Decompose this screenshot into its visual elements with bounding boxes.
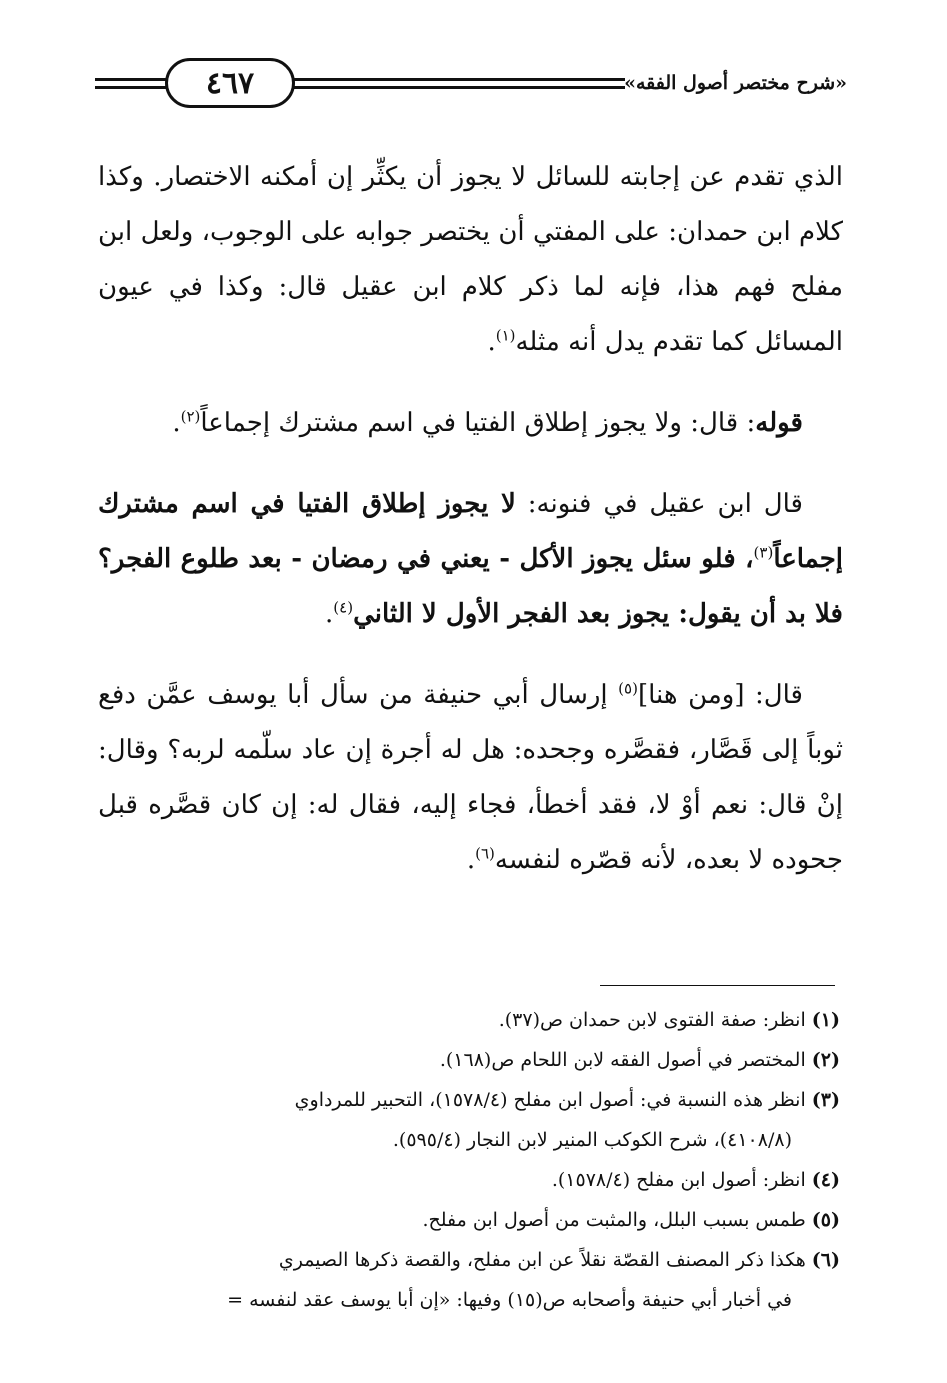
footnote-number: (١): [811, 1009, 840, 1031]
punctuation: .: [466, 845, 476, 875]
page-header: [95, 58, 847, 118]
footnote-3: [80, 1080, 840, 1120]
footnote-1: [80, 1000, 840, 1040]
header-rule-left-bottom: [95, 86, 167, 89]
book-title: «شرح مختصر أصول الفقه»: [624, 72, 847, 94]
header-rule-mid-top: [293, 78, 625, 81]
footnote-6: [80, 1240, 840, 1280]
footnote-ref[interactable]: (٥): [618, 679, 638, 698]
footnote-5: [80, 1200, 840, 1240]
footnote-number: (٢): [811, 1049, 840, 1071]
paragraph-1: [98, 150, 843, 370]
footnote-number: (٣): [811, 1089, 840, 1111]
paragraph-2: [98, 396, 843, 451]
paragraph-text: قال: [ومن هنا]: [637, 680, 803, 710]
header-rule-mid-bottom: [293, 86, 625, 89]
footnote-6-continuation: في أخبار أبي حنيفة وأصحابه ص(١٥) وفيها: «إن أبا يوسف عقد لنفسه =: [227, 1289, 792, 1311]
bold-quote: لا يجوز إطلاق الفتيا في اسم مشترك إجماعاً: [98, 489, 843, 574]
bold-quote: ، فلو سئل يجوز الأكل - يعني في رمضان - بعد طلوع الفجر؟ فلا بد أن يقول: يجوز بعد الفجر الأول لا الثاني: [98, 544, 843, 629]
footnote-2: [80, 1040, 840, 1080]
footnote-text: هكذا ذكر المصنف القصّة نقلاً عن ابن مفلح، والقصة ذكرها الصيمري: [278, 1249, 812, 1271]
footnote-ref[interactable]: (١): [495, 326, 516, 345]
footnote-ref[interactable]: (٤): [333, 598, 354, 617]
paragraph-4: [98, 668, 843, 888]
paragraph-text: إرسال أبي حنيفة من سأل أبا يوسف عمَّن دفع ثوباً إلى قَصَّار، فقصَّره وجحده: هل له أجرة إن عاد سلّمه لربه؟ وقال: إنْ قال: نعم أوْ لا، فقد أخطأ، فجاء إليه، فقال له: إن كان قصَّره قبل جحوده لا بعده، لأنه قصّره لنفسه: [98, 680, 843, 875]
paragraph-text: قال ابن عقيل في فنونه:: [515, 489, 803, 519]
footnote-ref[interactable]: (٦): [475, 844, 495, 863]
footnote-text: انظر: صفة الفتوى لابن حمدان ص(٣٧).: [498, 1009, 812, 1031]
footnote-3-continuation: (٤١٠٨/٨)، شرح الكوكب المنير لابن النجار (٥٩٥/٤).: [392, 1129, 792, 1151]
footnote-ref[interactable]: (٣): [753, 543, 774, 562]
punctuation: .: [325, 599, 334, 629]
paragraph-text: : قال: ولا يجوز إطلاق الفتيا في اسم مشترك إجماعاً: [200, 408, 756, 438]
punctuation: .: [487, 327, 496, 357]
footnote-ref[interactable]: (٢): [180, 407, 201, 426]
main-text: [98, 150, 843, 914]
footnote-text: انظر هذه النسبة في: أصول ابن مفلح (١٥٧٨/٤)، التحبير للمرداوي: [294, 1089, 812, 1111]
paragraph-3: [98, 477, 843, 642]
header-rule-left-top: [95, 78, 167, 81]
punctuation: .: [172, 408, 181, 438]
footnote-text: انظر: أصول ابن مفلح (١٥٧٨/٤).: [551, 1169, 812, 1191]
footnote-number: (٥): [811, 1209, 840, 1231]
footnote-number: (٤): [811, 1169, 840, 1191]
footnote-number: (٦): [811, 1249, 840, 1271]
footnotes: [80, 1000, 840, 1320]
footnote-text: المختصر في أصول الفقه لابن اللحام ص(١٦٨).: [439, 1049, 812, 1071]
quote-lead: قوله: [755, 408, 803, 438]
footnote-4: [80, 1160, 840, 1200]
paragraph-text: الذي تقدم عن إجابته للسائل لا يجوز أن يكثِّر إن أمكنه الاختصار. وكذا كلام ابن حمدان: على المفتي أن يختصر جوابه على الوجوب، ولعل ابن مفلح فهم هذا، فإنه لما ذكر كلام ابن عقيل قال: وكذا في عيون المسائل كما تقدم يدل أنه مثله: [98, 162, 843, 357]
footnote-separator: [600, 985, 835, 986]
footnote-text: طمس بسبب البلل، والمثبت من أصول ابن مفلح.: [422, 1209, 812, 1231]
page-number: ٤٦٧: [165, 58, 295, 108]
